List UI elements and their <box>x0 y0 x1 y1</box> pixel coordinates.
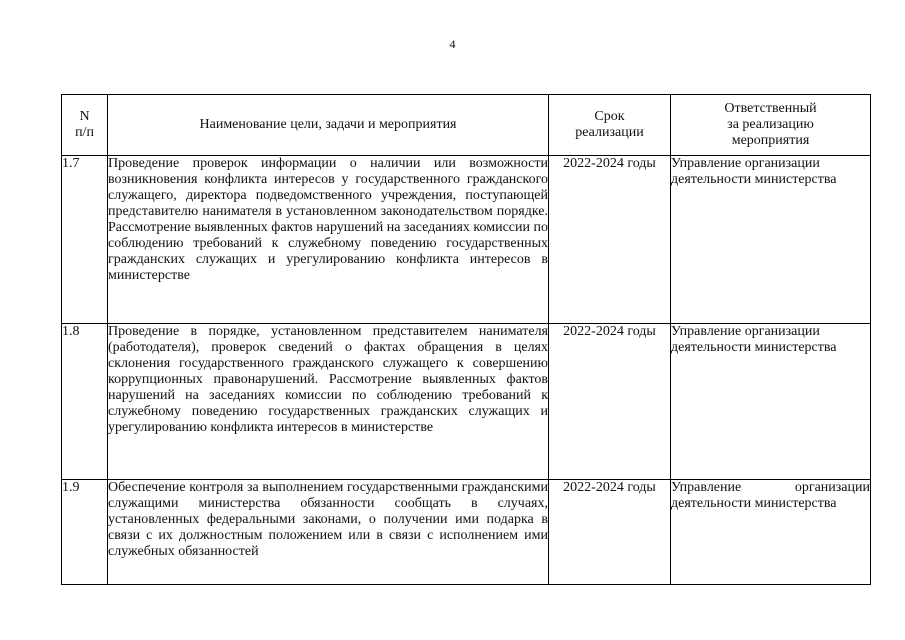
header-row <box>62 95 871 156</box>
row-number: 1.9 <box>62 480 108 585</box>
table-row <box>62 156 871 324</box>
row-term: 2022-2024 годы <box>549 480 671 585</box>
page-number: 4 <box>449 37 456 51</box>
header-term <box>549 95 671 156</box>
row-measure: Обеспечение контроля за выполнением государственными гражданскими служащими министерства обязанности сообщать в случаях, установленных федеральными законами, о получении ими подарка в связи с их должностным положением или в связи с исполнением ими служебных обязанностей <box>108 480 549 585</box>
header-name <box>108 95 549 156</box>
header-name-line: Наименование цели, задачи и мероприятия <box>199 117 457 132</box>
table-body <box>62 156 871 585</box>
header-responsible-line: Ответственный <box>724 101 817 116</box>
row-term: 2022-2024 годы <box>549 324 671 480</box>
row-number: 1.8 <box>62 324 108 480</box>
header-responsible <box>671 95 871 156</box>
row-responsible: Управление организации деятельности министерства <box>671 480 871 585</box>
header-responsible-line: за реализацию <box>727 117 814 132</box>
header-num <box>62 95 108 156</box>
header-term-line: Срок <box>594 109 625 124</box>
row-measure: Проведение проверок информации о наличии или возможности возникновения конфликта интересов у государственного гражданского служащего, директора подведомственного учреждения, поступающей представителю нанимателя в установленном законодательством порядке. Рассмотрение выявленных фактов нарушений на заседаниях комиссии по соблюдению требований к служебному поведению государственных гражданских служащих и урегулированию конфликта интересов в министерстве <box>108 156 549 324</box>
header-term-line: реализации <box>575 125 644 140</box>
header-num-line: п/п <box>75 125 94 140</box>
row-measure: Проведение в порядке, установленном представителем нанимателя (работодателя), проверок сведений о фактах обращения в целях склонения государственного гражданского служащего к совершению коррупционных правонарушений. Рассмотрение выявленных фактов нарушений на заседаниях комиссии по соблюдению требований к служебному поведению государственных гражданских служащих и урегулированию конфликта интересов в министерстве <box>108 324 549 480</box>
header-responsible-line: мероприятия <box>731 133 810 148</box>
row-responsible: Управление организации деятельности министерства <box>671 324 871 480</box>
table-row <box>62 480 871 585</box>
table-row <box>62 324 871 480</box>
table-header <box>62 95 871 156</box>
row-term: 2022-2024 годы <box>549 156 671 324</box>
action-plan-table <box>61 94 871 585</box>
row-number: 1.7 <box>62 156 108 324</box>
header-num-line: N <box>79 109 90 124</box>
row-responsible: Управление организации деятельности министерства <box>671 156 871 324</box>
